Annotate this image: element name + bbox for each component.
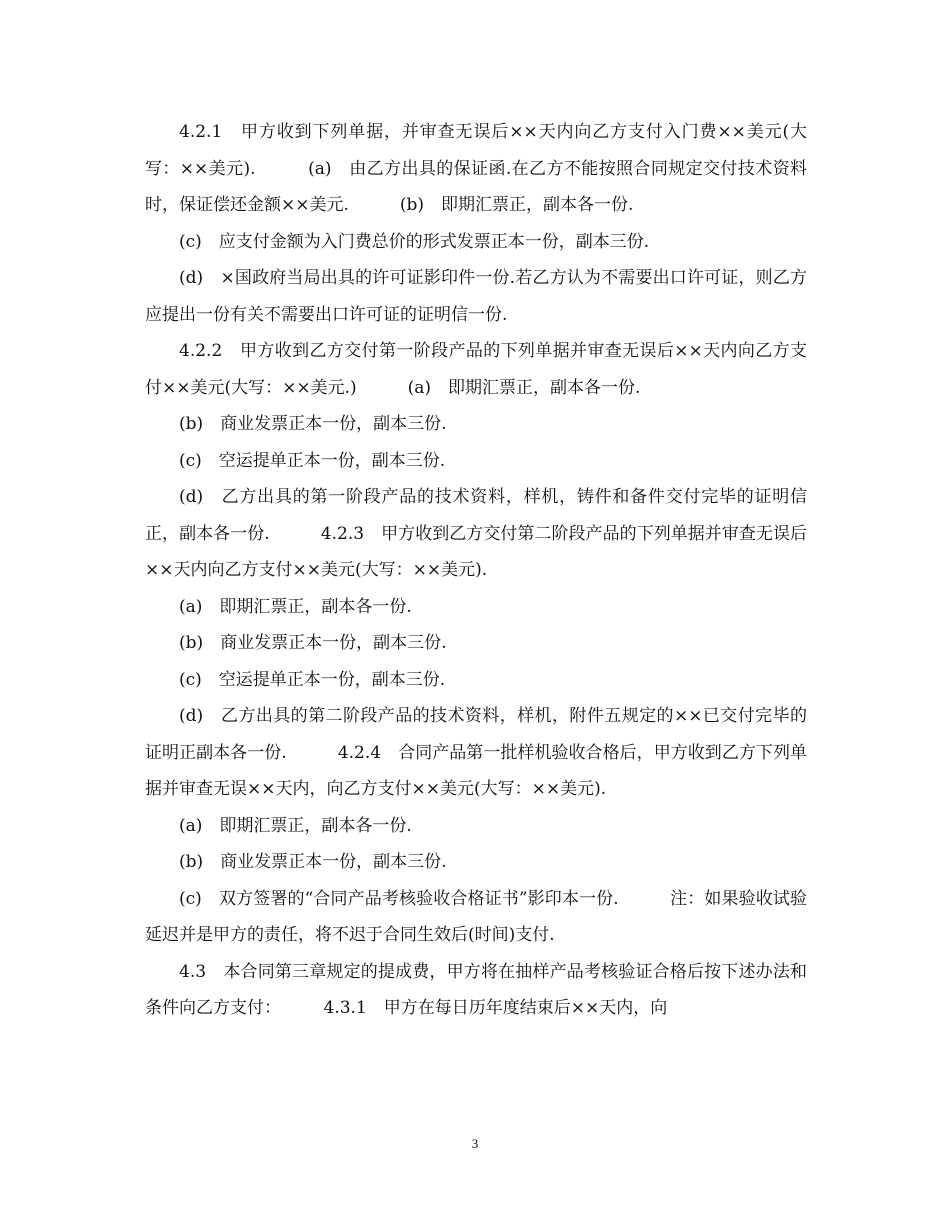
paragraph-item-b: (b) 商业发票正本一份，副本三份. bbox=[179, 852, 447, 872]
page-number: 3 bbox=[471, 1136, 479, 1151]
paragraph-item-d: (d) ×国政府当局出具的许可证影印件一份.若乙方认为不需要出口许可证，则乙方应提出一份有关不需要出口许可证的证明信一份. bbox=[145, 268, 807, 325]
paragraph-item-b: (b) 商业发票正本一份，副本三份. bbox=[179, 633, 447, 653]
paragraph-item-a: (a) 即期汇票正，副本各一份. bbox=[179, 815, 412, 836]
paragraph-item-d-4-2-4: (d) 乙方出具的第二阶段产品的技术资料，样机，附件五规定的××已交付完毕的证明正副本各一份. 4.2.4 合同产品第一批样机验收合格后，甲方收到乙方下列单据并审查无误××天内，向乙方支付××美元(大写：××美元). bbox=[145, 706, 807, 799]
paragraph-item-c: (c) 应支付金额为入门费总价的形式发票正本一份，副本三份. bbox=[179, 231, 650, 252]
paragraph-item-b: (b) 商业发票正本一份，副本三份. bbox=[179, 414, 447, 434]
paragraph-4-2-1: 4.2.1 甲方收到下列单据，并审查无误后××天内向乙方支付入门费××美元(大写：××美元). (a) 由乙方出具的保证函.在乙方不能按照合同规定交付技术资料时，保证偿还金额××美元. (b) 即期汇票正，副本各一份. bbox=[145, 122, 807, 215]
paragraph-item-c: (c) 空运提单正本一份，副本三份. bbox=[179, 450, 446, 471]
body-text bbox=[145, 114, 807, 1027]
paragraph-item-d-4-2-3: (d) 乙方出具的第一阶段产品的技术资料，样机，铸件和备件交付完毕的证明信正，副本各一份. 4.2.3 甲方收到乙方交付第二阶段产品的下列单据并审查无误后××天内向乙方支付××美元(大写：××美元). bbox=[145, 487, 807, 580]
paragraph-item-c-note: (c) 双方签署的“合同产品考核验收合格证书”影印本一份. 注：如果验收试验延迟并是甲方的责任，将不迟于合同生效后(时间)支付. bbox=[145, 888, 807, 945]
paragraph-item-a: (a) 即期汇票正，副本各一份. bbox=[179, 596, 412, 617]
paragraph-4-2-2: 4.2.2 甲方收到乙方交付第一阶段产品的下列单据并审查无误后××天内向乙方支付××美元(大写：××美元.) (a) 即期汇票正，副本各一份. bbox=[145, 341, 807, 398]
paragraph-item-c: (c) 空运提单正本一份，副本三份. bbox=[179, 669, 446, 690]
paragraph-4-3: 4.3 本合同第三章规定的提成费，甲方将在抽样产品考核验证合格后按下述办法和条件向乙方支付： 4.3.1 甲方在每日历年度结束后××天内，向 bbox=[145, 961, 807, 1018]
